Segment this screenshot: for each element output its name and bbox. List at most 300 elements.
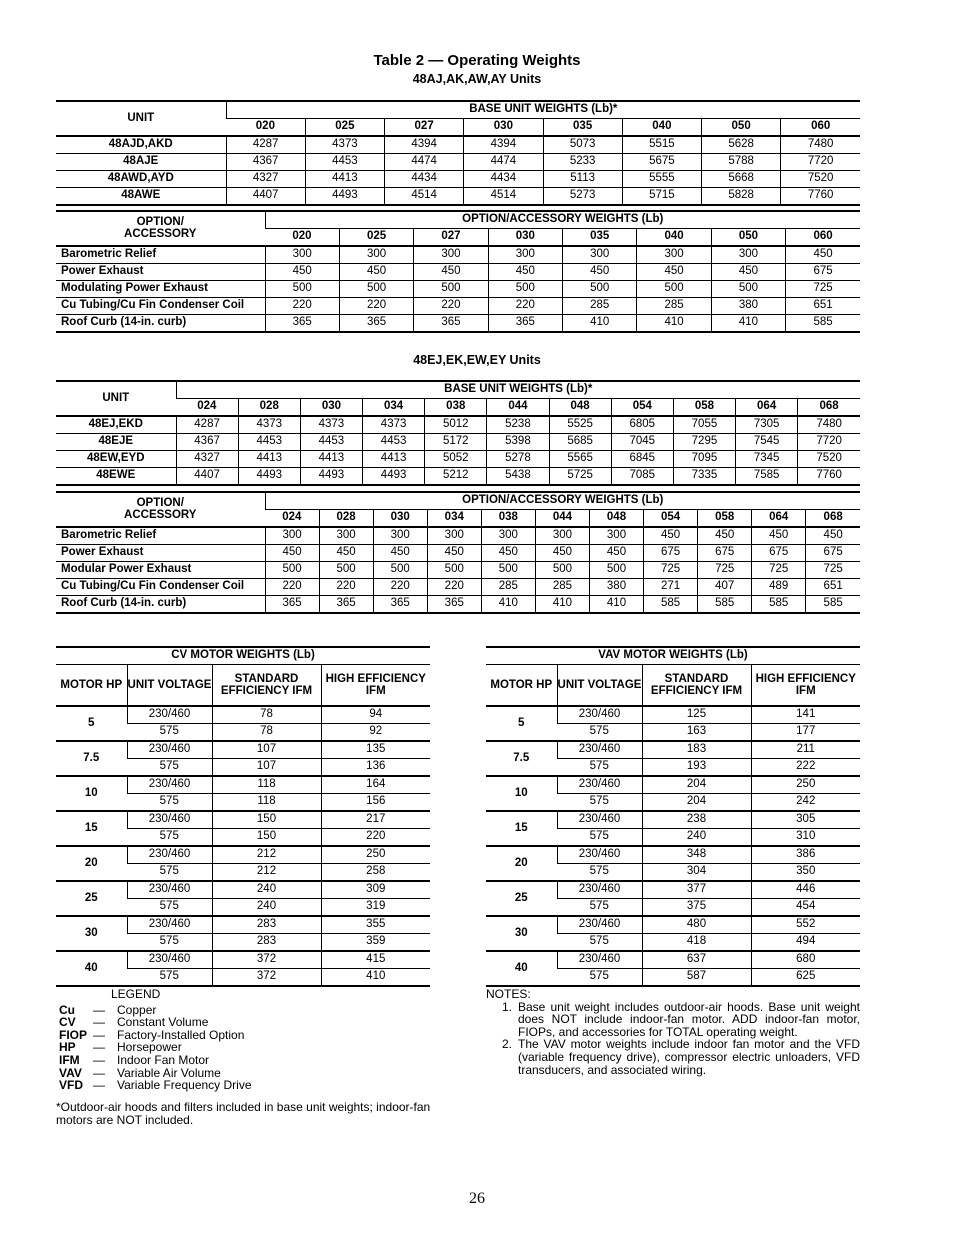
table-cell: 7720	[781, 154, 860, 171]
table-cell: 5725	[549, 468, 611, 486]
table-cell: 5515	[622, 136, 701, 154]
table-cell: 4373	[238, 416, 300, 434]
table-cell: 238	[642, 811, 751, 829]
table-cell: 212	[212, 846, 321, 864]
table-cell: 285	[563, 298, 637, 315]
table-cell: 410	[535, 596, 589, 614]
table-cell: 500	[414, 281, 488, 298]
column-header: 027	[414, 229, 488, 247]
column-header: 060	[781, 119, 860, 137]
table-cell: 575	[557, 829, 642, 847]
row-label: Barometric Relief	[56, 527, 265, 545]
table-cell: 5113	[543, 171, 622, 188]
notes	[486, 988, 860, 1076]
column-header: 040	[622, 119, 701, 137]
column-header: 030	[373, 510, 427, 528]
table-cell: 450	[481, 545, 535, 562]
table-cell: 309	[321, 881, 430, 899]
table-cell: 5788	[702, 154, 781, 171]
table-cell: 680	[751, 951, 860, 969]
table-cell: 4413	[305, 171, 384, 188]
table-cell: 450	[698, 527, 752, 545]
column-header: STANDARD EFFICIENCY IFM	[212, 665, 321, 707]
table-cell: 450	[752, 527, 806, 545]
table-cell: 250	[751, 776, 860, 794]
table-cell: 348	[642, 846, 751, 864]
table-cell: 4514	[464, 188, 543, 206]
unit-header: UNIT	[56, 101, 226, 136]
table-cell: 230/460	[127, 741, 212, 759]
table-row	[56, 281, 860, 298]
legend-text: Variable Frequency Drive	[117, 1078, 252, 1093]
table-cell: 365	[265, 315, 339, 333]
note-number: 2.	[501, 1037, 512, 1052]
table-cell: 4493	[300, 468, 362, 486]
row-label: 48AWE	[56, 188, 226, 206]
table-cell: 365	[265, 596, 319, 614]
table-cell: 450	[644, 527, 698, 545]
table-row	[56, 706, 430, 724]
page-title: Table 2 — Operating Weights	[373, 52, 581, 69]
unit-header: UNIT	[56, 381, 176, 416]
table-cell: 575	[127, 759, 212, 777]
table-cell: 418	[642, 934, 751, 952]
legend-item	[59, 1016, 252, 1029]
legend-text: Horsepower	[117, 1040, 182, 1055]
table-row	[56, 468, 860, 486]
row-label: Modular Power Exhaust	[56, 562, 265, 579]
table-cell: 7545	[736, 434, 798, 451]
table-cell: 220	[265, 579, 319, 596]
table-cell: 675	[752, 545, 806, 562]
table-cell: 575	[127, 934, 212, 952]
table-cell: 118	[212, 776, 321, 794]
row-label: Roof Curb (14-in. curb)	[56, 596, 265, 614]
table-cell: 283	[212, 916, 321, 934]
table-cell: 94	[321, 706, 430, 724]
table-row	[486, 706, 860, 724]
option-header: OPTION/ ACCESSORY	[56, 211, 265, 246]
note-item	[486, 1038, 860, 1076]
table-row	[56, 545, 860, 562]
column-header: 028	[238, 399, 300, 417]
table-cell: 212	[212, 864, 321, 882]
table-row	[486, 846, 860, 864]
legend	[59, 988, 252, 1092]
motor-hp: 10	[56, 776, 127, 811]
table-cell: 5668	[702, 171, 781, 188]
column-header: HIGH EFFICIENCY IFM	[751, 665, 860, 707]
legend-text: Copper	[117, 1002, 157, 1017]
table-cell: 7295	[673, 434, 735, 451]
row-label: Roof Curb (14-in. curb)	[56, 315, 265, 333]
row-label: Power Exhaust	[56, 264, 265, 281]
motor-hp: 40	[486, 951, 557, 986]
table-cell: 4394	[464, 136, 543, 154]
table-cell: 283	[212, 934, 321, 952]
table-cell: 300	[373, 527, 427, 545]
motor-hp: 15	[486, 811, 557, 846]
table-cell: 163	[642, 724, 751, 742]
table-cell: 4413	[363, 451, 425, 468]
table-cell: 4474	[464, 154, 543, 171]
column-header: 068	[798, 399, 860, 417]
table-cell: 725	[752, 562, 806, 579]
table-cell: 386	[751, 846, 860, 864]
motor-hp: 40	[56, 951, 127, 986]
table-cell: 4434	[385, 171, 464, 188]
column-header: 025	[305, 119, 384, 137]
table-cell: 4373	[363, 416, 425, 434]
table-cell: 500	[319, 562, 373, 579]
table-cell: 5278	[487, 451, 549, 468]
section1-option-weights-table	[56, 210, 860, 333]
table-cell: 300	[339, 246, 413, 264]
table-cell: 183	[642, 741, 751, 759]
column-header: 030	[464, 119, 543, 137]
table-cell: 675	[786, 264, 860, 281]
table-cell: 319	[321, 899, 430, 917]
table-row	[56, 579, 860, 596]
table-cell: 78	[212, 706, 321, 724]
table-cell: 230/460	[557, 706, 642, 724]
column-header: HIGH EFFICIENCY IFM	[321, 665, 430, 707]
motor-hp: 25	[486, 881, 557, 916]
table-cell: 5398	[487, 434, 549, 451]
table-cell: 575	[127, 829, 212, 847]
table-cell: 230/460	[557, 951, 642, 969]
column-header: 020	[265, 229, 339, 247]
column-header: 040	[637, 229, 711, 247]
table-cell: 450	[427, 545, 481, 562]
legend-text: Factory-Installed Option	[117, 1027, 245, 1042]
table-cell: 300	[481, 527, 535, 545]
table-cell: 446	[751, 881, 860, 899]
table-cell: 220	[265, 298, 339, 315]
table-cell: 220	[339, 298, 413, 315]
table-cell: 575	[127, 899, 212, 917]
table-cell: 217	[321, 811, 430, 829]
table-cell: 240	[212, 881, 321, 899]
table-cell: 164	[321, 776, 430, 794]
table-cell: 5675	[622, 154, 701, 171]
column-header: 030	[488, 229, 562, 247]
table-cell: 575	[127, 969, 212, 987]
legend-dash: —	[93, 1027, 105, 1042]
table-row	[56, 246, 860, 264]
table-cell: 230/460	[557, 776, 642, 794]
table-cell: 500	[339, 281, 413, 298]
table-cell: 7480	[781, 136, 860, 154]
table-cell: 5715	[622, 188, 701, 206]
table-cell: 141	[751, 706, 860, 724]
row-label: 48AWD,AYD	[56, 171, 226, 188]
table-cell: 7585	[736, 468, 798, 486]
table-row	[486, 881, 860, 899]
table-cell: 4413	[300, 451, 362, 468]
table-cell: 377	[642, 881, 751, 899]
table-cell: 5685	[549, 434, 611, 451]
table-row	[56, 562, 860, 579]
table-cell: 193	[642, 759, 751, 777]
table-cell: 500	[488, 281, 562, 298]
column-header: 048	[589, 510, 643, 528]
table-cell: 4407	[176, 468, 238, 486]
table-cell: 355	[321, 916, 430, 934]
table-cell: 4287	[226, 136, 305, 154]
table-cell: 7095	[673, 451, 735, 468]
table-cell: 220	[373, 579, 427, 596]
table-cell: 575	[127, 794, 212, 812]
table-cell: 135	[321, 741, 430, 759]
table-cell: 365	[319, 596, 373, 614]
notes-title: NOTES:	[486, 987, 531, 1001]
column-header: 025	[339, 229, 413, 247]
table-cell: 300	[488, 246, 562, 264]
table-cell: 450	[319, 545, 373, 562]
table-cell: 4453	[305, 154, 384, 171]
table-cell: 5073	[543, 136, 622, 154]
table-cell: 372	[212, 951, 321, 969]
table-cell: 365	[414, 315, 488, 333]
table-cell: 230/460	[557, 741, 642, 759]
table-cell: 4327	[176, 451, 238, 468]
motor-hp: 5	[56, 706, 127, 741]
motor-hp: 7.5	[486, 741, 557, 776]
legend-title: LEGEND	[111, 987, 161, 1001]
legend-dash: —	[93, 1078, 105, 1093]
table-cell: 107	[212, 741, 321, 759]
column-header: 024	[176, 399, 238, 417]
table-cell: 725	[806, 562, 860, 579]
table-cell: 300	[319, 527, 373, 545]
table-cell: 500	[535, 562, 589, 579]
table-cell: 230/460	[557, 916, 642, 934]
table-cell: 204	[642, 776, 751, 794]
table-cell: 407	[698, 579, 752, 596]
table-row	[56, 154, 860, 171]
table-cell: 118	[212, 794, 321, 812]
table-cell: 304	[642, 864, 751, 882]
table-cell: 5238	[487, 416, 549, 434]
column-header: 064	[736, 399, 798, 417]
table-cell: 587	[642, 969, 751, 987]
table-cell: 489	[752, 579, 806, 596]
table-cell: 4394	[385, 136, 464, 154]
table-cell: 675	[806, 545, 860, 562]
legend-abbr: Cu	[59, 1002, 75, 1017]
note-item	[486, 1001, 860, 1039]
table-cell: 725	[786, 281, 860, 298]
table-cell: 4493	[238, 468, 300, 486]
table-cell: 220	[488, 298, 562, 315]
column-header: STANDARD EFFICIENCY IFM	[642, 665, 751, 707]
table-cell: 5212	[425, 468, 487, 486]
option-header: OPTION/ ACCESSORY	[56, 492, 265, 527]
table-row	[486, 811, 860, 829]
table-cell: 575	[557, 794, 642, 812]
table-row	[56, 951, 430, 969]
legend-text: Variable Air Volume	[117, 1065, 221, 1080]
table-cell: 500	[265, 562, 319, 579]
motor-hp: 7.5	[56, 741, 127, 776]
table-cell: 240	[642, 829, 751, 847]
table-cell: 380	[589, 579, 643, 596]
table-cell: 7345	[736, 451, 798, 468]
table-cell: 222	[751, 759, 860, 777]
table-cell: 5052	[425, 451, 487, 468]
row-label: Barometric Relief	[56, 246, 265, 264]
section1-subtitle: 48AJ,AK,AW,AY Units	[412, 72, 542, 86]
row-label: 48EW,EYD	[56, 451, 176, 468]
table-cell: 5012	[425, 416, 487, 434]
table-cell: 230/460	[557, 846, 642, 864]
table-cell: 450	[589, 545, 643, 562]
table-cell: 4453	[300, 434, 362, 451]
table-cell: 410	[589, 596, 643, 614]
table-cell: 500	[481, 562, 535, 579]
table-cell: 500	[589, 562, 643, 579]
row-label: 48EWE	[56, 468, 176, 486]
table-cell: 240	[212, 899, 321, 917]
table-cell: 725	[644, 562, 698, 579]
table-cell: 230/460	[127, 916, 212, 934]
column-header: 028	[319, 510, 373, 528]
table-cell: 575	[557, 934, 642, 952]
table-cell: 4493	[305, 188, 384, 206]
legend-abbr: FIOP	[59, 1027, 88, 1042]
legend-abbr: HP	[59, 1040, 76, 1055]
section2-option-weights-table	[56, 491, 860, 614]
column-header: MOTOR HP	[486, 665, 557, 707]
table-row	[56, 916, 430, 934]
table-cell: 5273	[543, 188, 622, 206]
table-cell: 450	[637, 264, 711, 281]
table-row	[486, 776, 860, 794]
table-cell: 575	[557, 724, 642, 742]
table-cell: 4453	[238, 434, 300, 451]
table-cell: 4287	[176, 416, 238, 434]
table-cell: 4474	[385, 154, 464, 171]
legend-abbr: VAV	[59, 1065, 82, 1080]
table-cell: 450	[806, 527, 860, 545]
table-cell: 359	[321, 934, 430, 952]
table-row	[56, 846, 430, 864]
table-cell: 375	[642, 899, 751, 917]
table-cell: 365	[488, 315, 562, 333]
table-cell: 7520	[781, 171, 860, 188]
column-header: 060	[786, 229, 860, 247]
table-cell: 7085	[611, 468, 673, 486]
page-number: 26	[469, 1190, 485, 1207]
group-header: BASE UNIT WEIGHTS (Lb)*	[176, 381, 860, 399]
table-cell: 4327	[226, 171, 305, 188]
table-cell: 372	[212, 969, 321, 987]
column-header: 064	[752, 510, 806, 528]
column-header: 024	[265, 510, 319, 528]
table-cell: 271	[644, 579, 698, 596]
table-cell: 454	[751, 899, 860, 917]
section1-base-weights-table	[56, 100, 860, 206]
table-cell: 136	[321, 759, 430, 777]
table-cell: 651	[786, 298, 860, 315]
table-cell: 725	[698, 562, 752, 579]
column-header: 020	[226, 119, 305, 137]
column-header: 034	[427, 510, 481, 528]
table-cell: 7055	[673, 416, 735, 434]
legend-dash: —	[93, 1052, 105, 1067]
note-text: Base unit weight includes outdoor-air hoods. Base unit weight does NOT include indoor-fan motor. ADD indoor-fan motor, FIOPs, and accessories for TOTAL operating weight.	[518, 999, 860, 1039]
column-header: 027	[385, 119, 464, 137]
table-cell: 220	[427, 579, 481, 596]
table-cell: 230/460	[127, 951, 212, 969]
column-header: 068	[806, 510, 860, 528]
table-cell: 350	[751, 864, 860, 882]
table-cell: 500	[637, 281, 711, 298]
legend-abbr: CV	[59, 1015, 76, 1030]
table-cell: 230/460	[557, 881, 642, 899]
table-cell: 410	[637, 315, 711, 333]
table-cell: 300	[265, 246, 339, 264]
table-cell: 4407	[226, 188, 305, 206]
row-label: Power Exhaust	[56, 545, 265, 562]
table-row	[486, 951, 860, 969]
table-cell: 107	[212, 759, 321, 777]
table-cell: 585	[806, 596, 860, 614]
table-cell: 4373	[300, 416, 362, 434]
column-header: 038	[481, 510, 535, 528]
column-header: 035	[563, 229, 637, 247]
table-cell: 220	[321, 829, 430, 847]
table-cell: 177	[751, 724, 860, 742]
table-cell: 7045	[611, 434, 673, 451]
table-cell: 4493	[363, 468, 425, 486]
table-cell: 300	[427, 527, 481, 545]
table-cell: 220	[414, 298, 488, 315]
column-header: 050	[702, 119, 781, 137]
table-cell: 365	[339, 315, 413, 333]
table-cell: 575	[557, 899, 642, 917]
table-cell: 675	[644, 545, 698, 562]
table-cell: 500	[711, 281, 785, 298]
legend-text: Indoor Fan Motor	[117, 1052, 210, 1067]
table-cell: 300	[589, 527, 643, 545]
motor-hp: 30	[486, 916, 557, 951]
legend-item	[59, 1079, 252, 1092]
legend-text: Constant Volume	[117, 1015, 209, 1030]
table-cell: 410	[563, 315, 637, 333]
table-row	[56, 451, 860, 468]
table-cell: 4367	[226, 154, 305, 171]
motor-hp: 20	[56, 846, 127, 881]
table-row	[56, 416, 860, 434]
table-caption: CV MOTOR WEIGHTS (Lb)	[56, 647, 430, 665]
table-row	[56, 881, 430, 899]
table-cell: 7720	[798, 434, 860, 451]
column-header: 038	[425, 399, 487, 417]
table-cell: 230/460	[127, 881, 212, 899]
table-cell: 300	[535, 527, 589, 545]
motor-hp: 30	[56, 916, 127, 951]
table-row	[56, 776, 430, 794]
table-cell: 575	[127, 724, 212, 742]
table-cell: 230/460	[127, 776, 212, 794]
row-label: 48EJ,EKD	[56, 416, 176, 434]
table-cell: 5628	[702, 136, 781, 154]
table-cell: 585	[644, 596, 698, 614]
column-header: 048	[549, 399, 611, 417]
table-cell: 450	[711, 264, 785, 281]
